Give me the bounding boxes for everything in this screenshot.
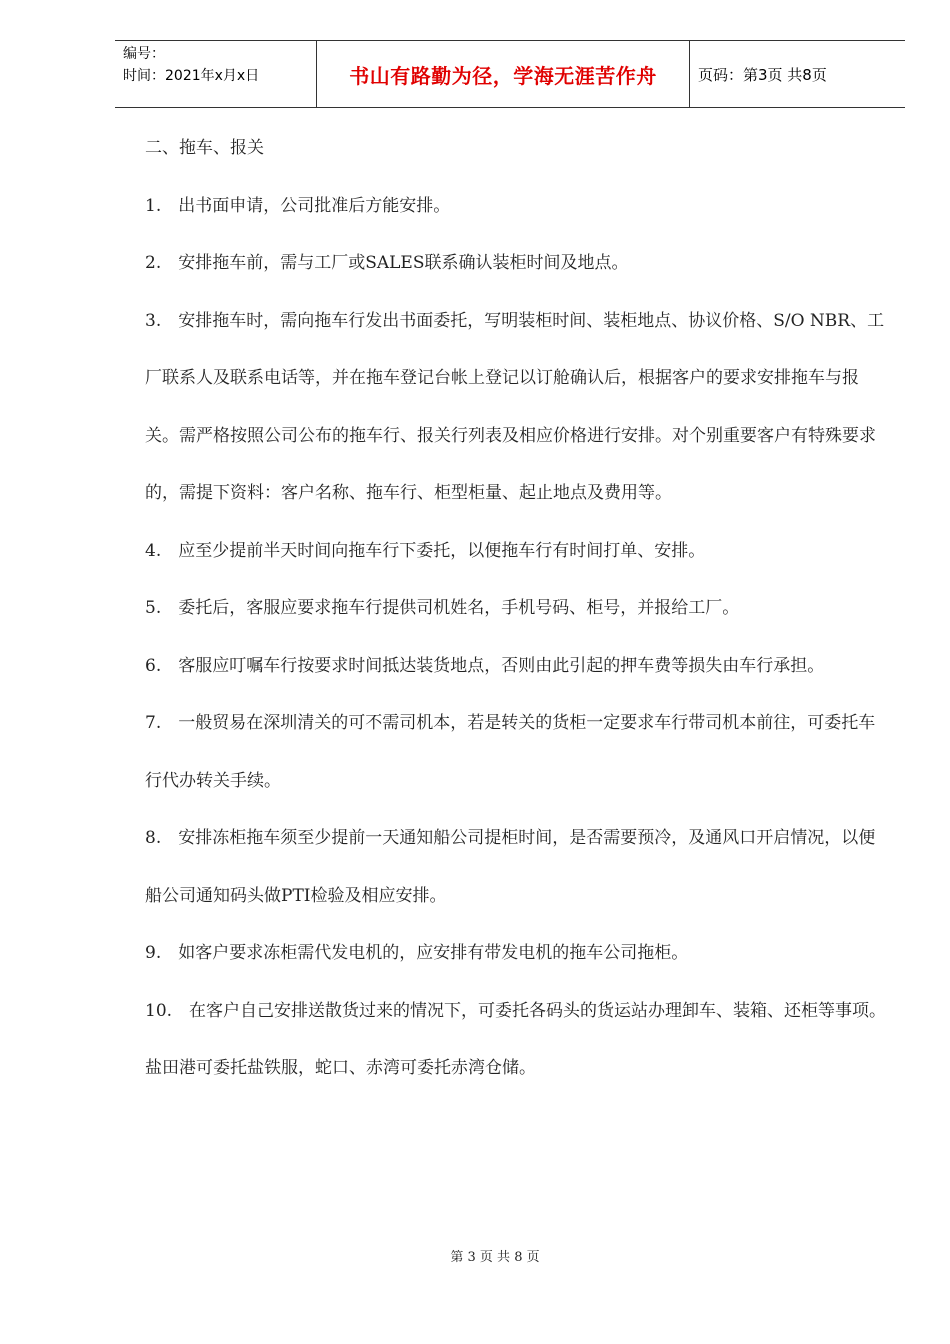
- list-item: 8. 安排冻柜拖车须至少提前一天通知船公司提柜时间，是否需要预冷，及通风口开启情况，以便船公司通知码头做PTI检验及相应安排。: [145, 828, 876, 906]
- document-body: [145, 120, 890, 1098]
- section-title: 二、拖车、报关: [145, 138, 264, 158]
- list-item: 9. 如客户要求冻柜需代发电机的，应安排有带发电机的拖车公司拖柜。: [145, 943, 689, 963]
- list-item: 5. 委托后，客服应要求拖车行提供司机姓名，手机号码、柜号，并报给工厂。: [145, 598, 740, 618]
- header-meta: [115, 41, 316, 107]
- document-number-label: 编号：: [123, 46, 165, 62]
- list-item: 1. 出书面申请，公司批准后方能安排。: [145, 195, 451, 216]
- header-page-info: 页码：第3页 共8页: [698, 65, 827, 84]
- list-item: 4. 应至少提前半天时间向拖车行下委托，以便拖车行有时间打单、安排。: [145, 540, 706, 561]
- list-item: 6. 客服应叮嘱车行按要求时间抵达装货地点，否则由此引起的押车费等损失由车行承担。: [145, 655, 825, 676]
- document-time-label: 时间：2021年x月x日: [123, 68, 260, 84]
- document-header: [115, 40, 905, 108]
- list-item: 2. 安排拖车前，需与工厂或SALES联系确认装柜时间及地点。: [145, 253, 629, 273]
- list-item: 7. 一般贸易在深圳清关的可不需司机本，若是转关的货柜一定要求车行带司机本前往，可委托车行代办转关手续。: [145, 713, 876, 791]
- list-item: 3. 安排拖车时，需向拖车行发出书面委托，写明装柜时间、装柜地点、协议价格、S/O NBR、工厂联系人及联系电话等，并在拖车登记台帐上登记以订舱确认后，根据客户的要求安排拖车与报关。需严格按照公司公布的拖车行、报关行列表及相应价格进行安排。对个别重要客户有特殊要求的，需提下资料：客户名称、拖车行、柜型柜量、起止地点及费用等。: [145, 310, 885, 503]
- header-motto: 书山有路勤为径，学海无涯苦作舟: [316, 41, 690, 107]
- page-footer: 第 3 页 共 8 页: [450, 1250, 540, 1265]
- list-item: 10. 在客户自己安排送散货过来的情况下，可委托各码头的货运站办理卸车、装箱、还柜等事项。盐田港可委托盐铁服，蛇口、赤湾可委托赤湾仓储。: [145, 1000, 887, 1078]
